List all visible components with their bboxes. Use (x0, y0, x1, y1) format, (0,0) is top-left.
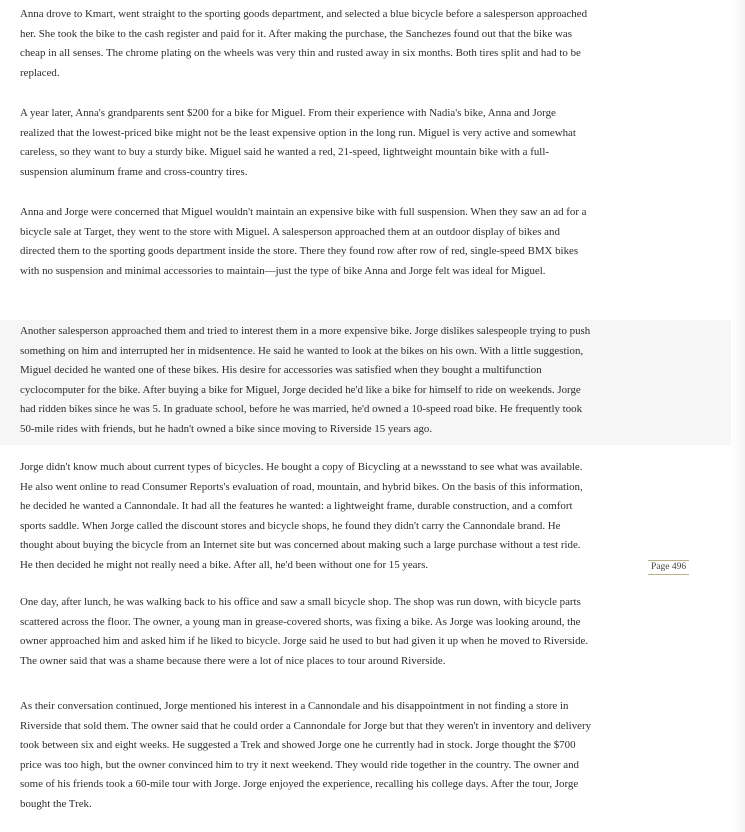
text-line: careless, so they want to buy a sturdy bike. Miguel said he wanted a red, 21-speed, lightweight mountain bike with a full- (20, 146, 549, 159)
text-line: 50-mile rides with friends, but he hadn't owned a bike since moving to Riverside 15 years ago. (20, 422, 433, 435)
text-line: with no suspension and minimal accessories to maintain—just the type of bike Anna and Jorge felt was ideal for Miguel. (20, 264, 546, 277)
text-line: he decided he wanted a Cannondale. It had all the features he wanted: a lightweight frame, durable construction, and a comfort (20, 500, 573, 513)
paragraph-1 (20, 5, 710, 83)
text-line: bicycle sale at Target, they went to the store with Miguel. A salesperson approached them at an outdoor display of bikes and (20, 225, 560, 238)
paragraph-4 (20, 322, 710, 440)
paragraph-7 (20, 697, 710, 815)
text-line: He also went online to read Consumer Reports's evaluation of road, mountain, and hybrid bikes. On the basis of this information, (20, 480, 583, 493)
text-line: some of his friends took a 60-mile tour with Jorge. Jorge enjoyed the experience, recalling his college days. After the tour, Jorge (20, 778, 579, 791)
text-line: Miguel decided he wanted one of these bikes. His desire for accessories was satisfied when they bought a multifunction (20, 364, 542, 377)
paragraph-3 (20, 203, 710, 281)
text-line: replaced. (20, 66, 60, 79)
text-line: cheap in all senses. The chrome plating on the wheels was very thin and rusted away in six months. Both tires split and had to be (20, 47, 581, 60)
text-line: realized that the lowest-priced bike might not be the least expensive option in the long run. Miguel is very active and somewhat (20, 126, 576, 139)
text-line: owner approached him and asked him if he liked to bicycle. Jorge said he used to but had given it up when he moved to Riverside. (20, 635, 589, 648)
text-line: One day, after lunch, he was walking back to his office and saw a small bicycle shop. The shop was run down, with bicycle parts (20, 596, 581, 608)
text-line: took between six and eight weeks. He suggested a Trek and showed Jorge one he currently had in stock. Jorge thought the $700 (20, 739, 576, 752)
text-line: Anna drove to Kmart, went straight to the sporting goods department, and selected a blue bicycle before a salesperson approached (20, 8, 588, 20)
paragraph-2 (20, 104, 710, 182)
page-number-marker: Page 496 (648, 560, 689, 575)
text-line: Anna and Jorge were concerned that Miguel wouldn't maintain an expensive bike with full suspension. When they saw an ad for a (20, 206, 587, 218)
text-line: Another salesperson approached them and tried to interest them in a more expensive bike. Jorge dislikes salespeople trying to push (20, 325, 591, 337)
text-line: The owner said that was a shame because there were a lot of nice places to tour around Riverside. (20, 654, 446, 667)
text-line: Riverside that sold them. The owner said that he could order a Cannondale for Jorge but that they weren't in inventory and delivery (20, 719, 592, 732)
text-line: suspension aluminum frame and cross-country tires. (20, 165, 248, 178)
text-line: Jorge didn't know much about current types of bicycles. He bought a copy of Bicycling at a newsstand to see what was available. (20, 461, 583, 473)
text-line: her. She took the bike to the cash register and paid for it. After making the purchase, the Sanchezes found out that the bike was (20, 27, 572, 40)
text-line: thought about buying the bicycle from an Internet site but was concerned about making such a large purchase without a test ride. (20, 539, 581, 552)
text-line: sports saddle. When Jorge called the discount stores and bicycle shops, he found they didn't carry the Cannondale brand. He (20, 519, 561, 532)
text-line: something on him and interrupted her in midsentence. He said he wanted to look at the bikes on his own. With a little suggestion, (20, 344, 584, 357)
paragraph-5 (20, 458, 710, 576)
text-line: As their conversation continued, Jorge mentioned his interest in a Cannondale and his disappointment in not finding a store in (20, 700, 569, 712)
text-line: had ridden bikes since he was 5. In graduate school, before he was married, he'd owned a 10-speed road bike. He frequently took (20, 403, 583, 416)
text-line: cyclocomputer for the bike. After buying a bike for Miguel, Jorge decided he'd like a bike for himself to ride on weekends. Jorge (20, 383, 581, 396)
text-line: A year later, Anna's grandparents sent $200 for a bike for Miguel. From their experience with Nadia's bike, Anna and Jorge (20, 107, 556, 119)
page-edge (731, 0, 745, 832)
paragraph-6 (20, 593, 710, 671)
text-line: He then decided he might not really need a bike. After all, he'd been without one for 15 years. (20, 558, 429, 571)
text-line: scattered across the floor. The owner, a young man in grease-covered shorts, was fixing a bike. As Jorge was looking around, the (20, 615, 581, 628)
text-line: bought the Trek. (20, 797, 92, 810)
text-line: price was too high, but the owner convinced him to try it next weekend. They would ride together in the country. The owner and (20, 758, 580, 771)
text-line: directed them to the sporting goods department inside the store. There they found row after row of red, single-speed BMX bikes (20, 245, 579, 258)
